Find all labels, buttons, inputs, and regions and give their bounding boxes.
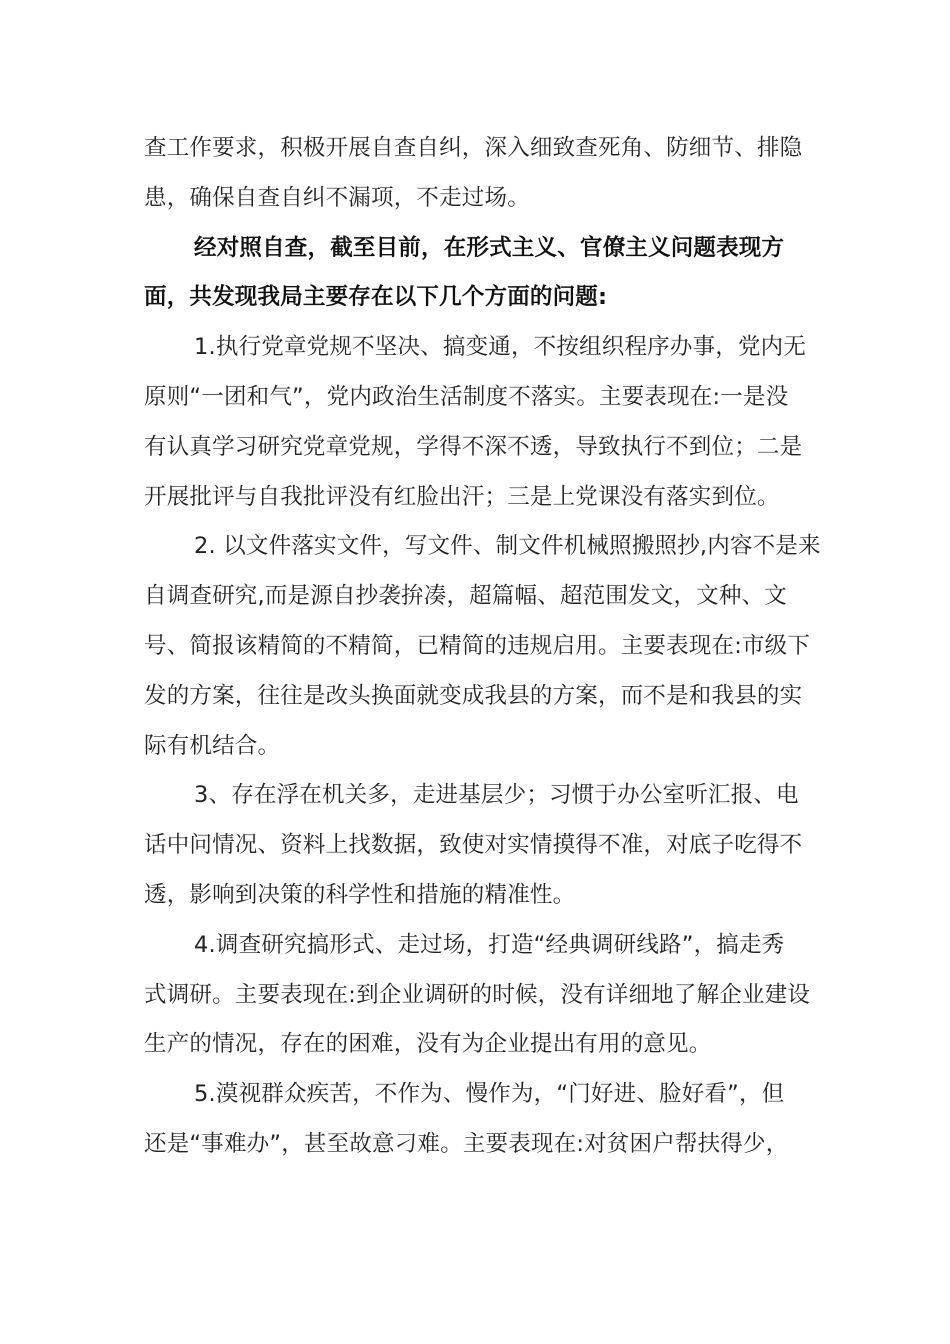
text-line: 际有机结合。 xyxy=(144,732,281,759)
text-line: 发的方案，往往是改头换面就变成我县的方案，而不是和我县的实 xyxy=(144,682,803,709)
paragraph-summary-heading xyxy=(144,224,814,324)
text-line: 1.执行党章党规不坚决、搞变通，不按组织程序办事，党内无 xyxy=(194,334,807,361)
text-line: 话中问情况、资料上找数据，致使对实情摸得不准，对底子吃得不 xyxy=(144,832,803,859)
text-line: 2. 以文件落实文件，写文件、制文件机械照搬照抄,内容不是来 xyxy=(194,533,821,560)
text-line: 5.漠视群众疾苦，不作为、慢作为，“门好进、脸好看”，但 xyxy=(194,1081,785,1108)
text-line: 查工作要求，积极开展自查自纠，深入细致查死角、防细节、排隐 xyxy=(144,135,803,161)
text-line: 患，确保自查自纠不漏项，不走过场。 xyxy=(144,184,530,211)
text-line: 式调研。主要表现在:到企业调研的时候，没有详细地了解企业建设 xyxy=(144,981,811,1008)
text-line: 生产的情况，存在的困难，没有为企业提出有用的意见。 xyxy=(144,1031,712,1058)
text-line: 号、简报该精简的不精简，已精简的违规启用。主要表现在:市级下 xyxy=(144,632,811,659)
document-body xyxy=(144,124,821,1170)
text-line: 原则“一团和气”，党内政治生活制度不落实。主要表现在:一是没 xyxy=(144,383,789,410)
paragraph-issue-4 xyxy=(144,921,814,1070)
paragraph-continuation xyxy=(144,124,814,224)
text-line: 3、存在浮在机关多，走进基层少；习惯于办公室听汇报、电 xyxy=(194,782,799,809)
text-line: 透，影响到决策的科学性和措施的精准性。 xyxy=(144,881,576,908)
text-line: 经对照自查，截至目前，在形式主义、官僚主义问题表现方 xyxy=(194,234,785,261)
text-line: 开展批评与自我批评没有红脸出汗；三是上党课没有落实到位。 xyxy=(144,483,780,510)
text-line: 有认真学习研究党章党规，学得不深不透，导致执行不到位；二是 xyxy=(144,433,803,460)
paragraph-issue-3 xyxy=(144,771,814,920)
text-line: 自调查研究,而是源自抄袭拚凑，超篇幅、超范围发文，文种、文 xyxy=(144,583,787,610)
text-line: 4.调查研究搞形式、走过场，打造“经典调研线路”，搞走秀 xyxy=(194,931,785,958)
paragraph-issue-1 xyxy=(144,323,814,522)
text-line: 面，共发现我局主要存在以下几个方面的问题: xyxy=(144,284,608,311)
text-line: 还是“事难办”，甚至故意刁难。主要表现在:对贫困户帮扶得少， xyxy=(144,1130,789,1157)
paragraph-issue-5 xyxy=(144,1070,814,1170)
paragraph-issue-2 xyxy=(144,522,821,771)
